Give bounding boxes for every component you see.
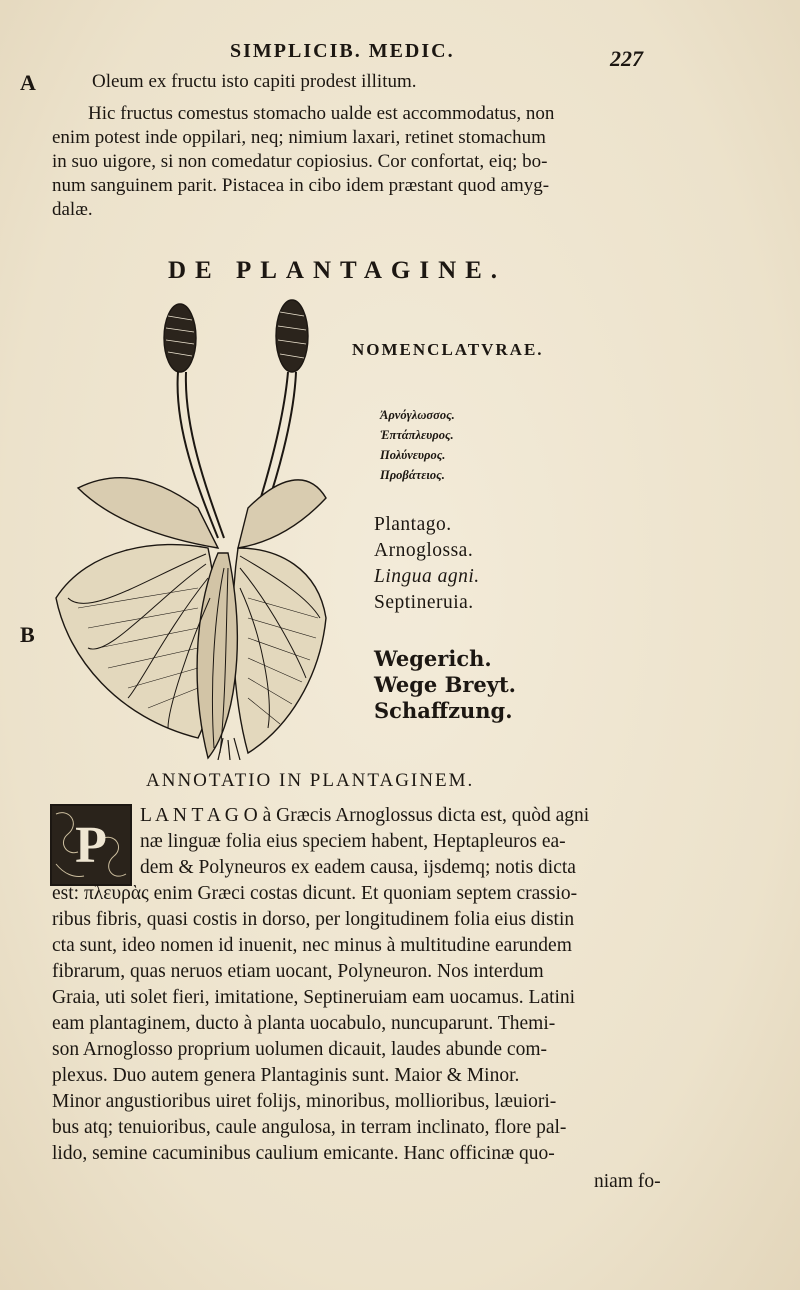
intro-line: enim potest inde oppilari, neq; nimium laxari, retinet stomachum [52,127,546,148]
page-number: 227 [610,46,643,71]
intro-line: in suo uigore, si non comedatur copiosius. Cor confortat, eiq; bo- [52,151,548,172]
latin-name: Plantago. [374,514,452,535]
annotation-line: fibrarum, quas neruos etiam uocant, Polyneuron. Nos interdum [52,961,544,982]
decorated-initial [50,804,132,886]
annotation-line: næ linguæ folia eius speciem habent, Heptapleuros ea- [140,831,566,852]
running-head: SIMPLICIB. MEDIC. [230,40,455,62]
section-title: DE PLANTAGINE. [168,257,507,284]
german-name: Wegerich. [374,646,492,671]
annotation-line: son Arnoglosso proprium uolumen dicauit, laudes abunde com- [52,1039,548,1060]
annotation-line: est: πλευρὰς enim Græci costas dicunt. Et quoniam septem crassio- [52,883,578,904]
margin-letter-a: A [20,70,36,95]
latin-name: Arnoglossa. [374,540,474,561]
annotation-line: ribus fibris, quasi costis in dorso, per longitudinem folia eius distin [52,909,575,930]
intro-line: Hic fructus comestus stomacho ualde est accommodatus, non [88,103,555,124]
annotation-line: L A N T A G O à Græcis Arnoglossus dicta est, quòd agni [140,805,590,826]
intro-line: num sanguinem parit. Pistacea in cibo idem præstant quod amyg- [52,175,550,196]
catchword: niam fo- [594,1171,661,1192]
intro-line: dalæ. [52,199,93,220]
german-name: Wege Breyt. [374,672,516,697]
annotation-line: eam plantaginem, ducto à planta uocabulo, nuncuparunt. Themi- [52,1013,556,1034]
annotation-heading: ANNOTATIO IN PLANTAGINEM. [146,770,475,791]
latin-name: Septineruia. [374,592,474,613]
initial-letter: P [75,817,107,874]
latin-name: Lingua agni. [374,566,480,587]
annotation-line: Minor angustioribus uiret folijs, minoribus, mollioribus, læuiori- [52,1091,557,1112]
intro-line: Oleum ex fructu isto capiti prodest illitum. [92,71,417,92]
annotation-line: cta sunt, ideo nomen id inuenit, nec minus à multitudine earundem [52,935,572,956]
nomenclature-heading: NOMENCLATVRAE. [352,340,544,359]
greek-name: Προβάτειος. [380,468,445,482]
greek-name: Ἀρνόγλωσσος. [380,408,455,422]
margin-letter-b: B [20,622,35,647]
annotation-line: plexus. Duo autem genera Plantaginis sunt. Maior & Minor. [52,1065,520,1086]
greek-name: Πολύνευρος. [380,448,446,462]
annotation-line: Graia, uti solet fieri, imitatione, Septineruiam eam uocamus. Latini [52,987,576,1008]
greek-name: Ἑπτάπλευρος. [380,428,454,442]
german-name: Schaffzung. [374,698,513,723]
annotation-line: lido, semine cacuminibus caulium emicante. Hanc officinæ quo- [52,1143,555,1164]
annotation-line: bus atq; tenuioribus, caule angulosa, in terram inclinato, flore pal- [52,1117,567,1138]
plantain-woodcut-illustration [48,298,328,760]
annotation-line: dem & Polyneuros ex eadem causa, ijsdemq; notis dicta [140,857,576,878]
